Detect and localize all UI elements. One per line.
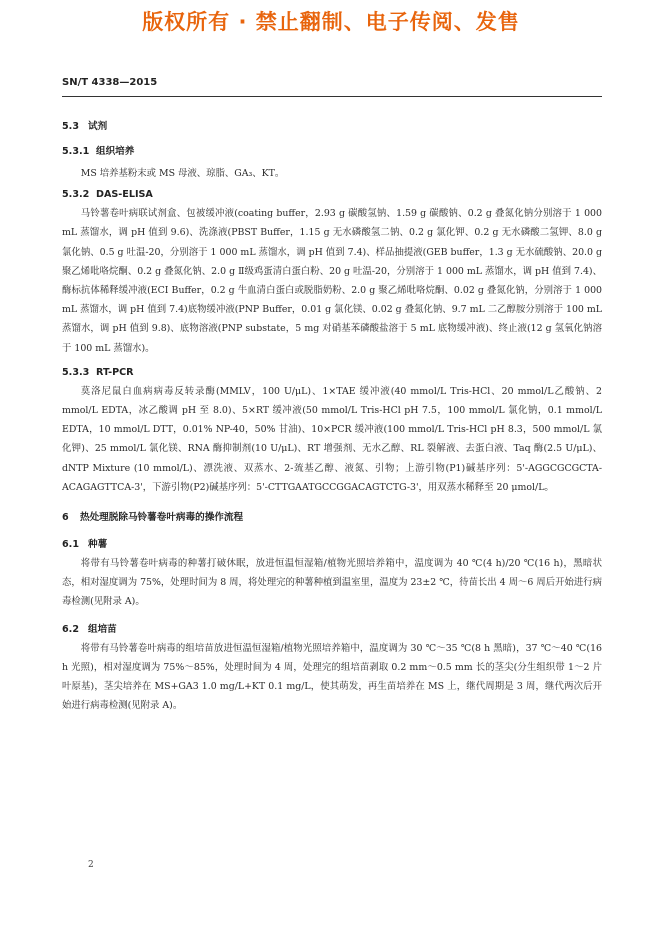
paragraph-6-2: 将带有马铃薯卷叶病毒的组培苗放进恒温恒湿箱/植物光照培养箱中，温度调为 30 ℃～35 ℃(8 h 黑暗)，37 ℃～40 ℃(16 h 光照)，相对湿度调为 75%～85%，处理时间为 4 周，处理完的组培苗剥取 0.2 mm～0.5 mm 长的茎尖(分生组织带 1～2 片叶原基)，茎尖培养在 MS+GA3 1.0 mg/L+KT 0.1 mg/L，使其萌发，再生苗培养在 MS 上，继代周期是 3 周，继代两次后开始进行病毒检测(见附录 A)。 — [62, 642, 602, 712]
heading-5-3-1 — [62, 143, 602, 157]
heading-number: 6 — [62, 512, 69, 524]
header-rule — [62, 96, 602, 97]
heading-5-3 — [62, 118, 602, 132]
heading-number: 5.3 — [62, 121, 79, 132]
heading-6 — [62, 509, 602, 523]
heading-title: 组织培养 — [96, 146, 135, 157]
heading-title: RT-PCR — [96, 366, 134, 378]
paragraph-5-3-2: 马铃薯卷叶病联试剂盒、包被缓冲液(coating buffer，2.93 g 碳酸氢钠、1.59 g 碳酸钠、0.2 g 叠氮化钠分别溶于 1 000 mL 蒸馏水，调 pH 值到 9.6)、洗涤液(PBST Buffer，1.15 g 无水磷酸氢二钠、0.2 g 氯化钾、0.2 g 无水磷酸二氢钾、8.0 g 氯化钠、0.5 g 吐温-20，分别溶于 1 000 mL 蒸馏水，调 pH 值到 7.4)、样品抽提液(GEB buffer，1.3 g 无水硫酸钠、20.0 g 聚乙烯吡咯烷酮、0.2 g 叠氮化钠、2.0 g Ⅱ级鸡蛋清白蛋白粉、20 g 吐温-20，分别溶于 1 000 mL 蒸馏水，调 pH 值到 7.4)、酶标抗体稀释缓冲液(ECI Buffer，0.2 g 牛血清白蛋白或脱脂奶粉、2.0 g 聚乙烯吡咯烷酮、0.02 g 叠氮化钠，分别溶于 1 000 mL 蒸馏水，调 pH 值到 7.4)底物缓冲液(PNP Buffer，0.01 g 氯化镁、0.02 g 叠氮化钠、9.7 mL 二乙醇胺分别溶于 100 mL 蒸馏水，调 pH 值到 9.8)、底物溶液(PNP substate，5 mg 对硝基苯磷酸盐溶于 5 mL 底物缓冲液)、终止液(12 g 氢氧化钠溶于 100 mL 蒸馏水)。 — [62, 208, 602, 354]
heading-title: 组培苗 — [88, 623, 117, 635]
heading-6-2 — [62, 621, 602, 635]
heading-5-3-2 — [62, 189, 602, 200]
heading-number: 5.3.2 — [62, 189, 90, 201]
document-body — [62, 118, 602, 715]
page-number: 2 — [88, 860, 94, 870]
paragraph-6-1: 将带有马铃薯卷叶病毒的种薯打破休眠，放进恒温恒湿箱/植物光照培养箱中，温度调为 40 ℃(4 h)/20 ℃(16 h)，黑暗状态，相对湿度调为 75%，处理时间为 8 周，将处理完的种薯种植到温室里，温度为 23±2 ℃，待苗长出 4 周～6 周后开始进行病毒检测(见附录 A)。 — [62, 558, 602, 608]
heading-title: DAS-ELISA — [96, 189, 153, 201]
heading-title: 种薯 — [88, 539, 108, 551]
heading-title: 热处理脱除马铃薯卷叶病毒的操作流程 — [80, 512, 244, 524]
heading-6-1 — [62, 536, 602, 550]
heading-5-3-3 — [62, 367, 602, 378]
paragraph-5-3-1: MS 培养基粉末或 MS 母液、琼脂、GA₃、KT。 — [80, 168, 285, 179]
copyright-watermark: 版权所有 · 禁止翻制、电子传阅、发售 — [142, 10, 520, 34]
heading-number: 5.3.1 — [62, 146, 90, 157]
paragraph-5-3-3: 莫洛尼鼠白血病病毒反转录酶(MMLV，100 U/μL)、1×TAE 缓冲液(40 mmol/L Tris-HCl、20 mmol/L乙酸钠、2 mmol/L EDTA，冰乙酸调 pH 至 8.0)、5×RT 缓冲液(50 mmol/L Tris-HCl pH 7.5，100 mmol/L 氯化钠，0.1 mmol/L EDTA，10 mmol/L DTT，0.01% NP-40，50% 甘油)、10×PCR 缓冲液(100 mmol/L Tris-HCl pH 8.3，500 mmol/L 氯化钾)、25 mmol/L 氯化镁、RNA 酶抑制剂(10 U/μL)、RT 增强剂、无水乙醇、RL 裂解液、去蛋白液、Taq 酶(2.5 U/μL)、dNTP Mixture (10 mmol/L)、漂洗液、双蒸水、2-巯基乙醇、液氮、引物；上游引物(P1)碱基序列：5'-AGGCGCGCTA-ACAGAGTTCA-3'，下游引物(P2)碱基序列：5'-CTTGAATGCCGGACAGTCTG-3'，用双蒸水稀释至 20 μmol/L。 — [62, 385, 602, 493]
heading-number: 5.3.3 — [62, 366, 90, 378]
heading-title: 试剂 — [88, 121, 108, 132]
standard-code: SN/T 4338—2015 — [62, 77, 158, 88]
heading-number: 6.2 — [62, 623, 79, 635]
heading-number: 6.1 — [62, 539, 79, 551]
